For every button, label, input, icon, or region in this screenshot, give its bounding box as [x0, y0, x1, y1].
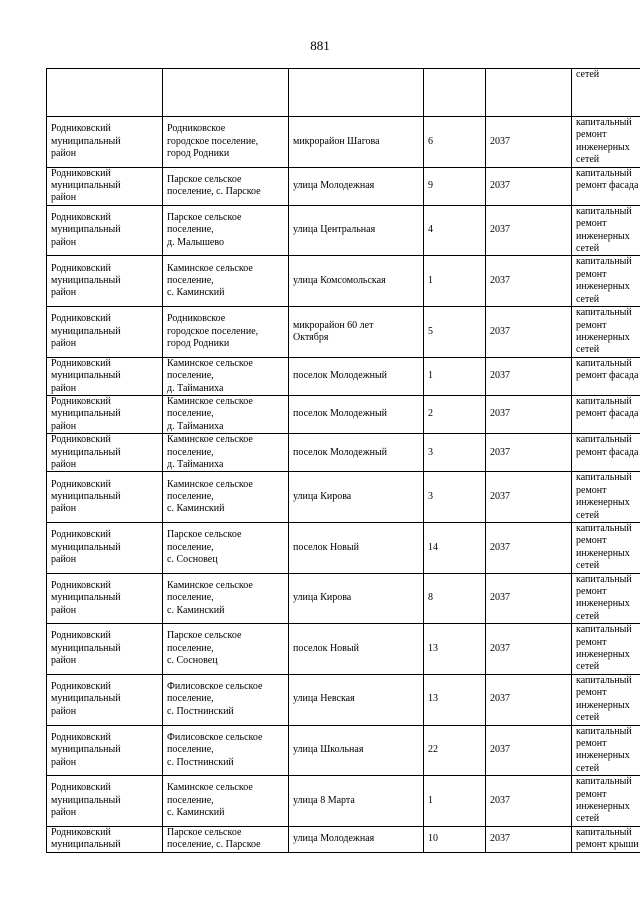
settlement-cell	[163, 69, 289, 117]
district-cell	[47, 117, 163, 168]
table-row	[47, 307, 640, 358]
work-type-cell	[572, 434, 640, 472]
repair-schedule-table	[46, 68, 640, 853]
house-number-cell-text: 22	[428, 744, 438, 756]
house-number-cell-text: 8	[428, 592, 433, 604]
year-cell-text: 2037	[490, 744, 510, 756]
settlement-cell	[163, 472, 289, 523]
district-cell	[47, 395, 163, 433]
year-cell-text: 2037	[490, 446, 510, 458]
house-number-cell	[424, 69, 486, 117]
work-type-cell-text: капитальный ремонт инженерных сетей	[576, 472, 632, 521]
street-cell	[289, 395, 424, 433]
work-type-cell	[572, 205, 640, 256]
table-row	[47, 117, 640, 168]
work-type-cell-text: капитальный ремонт фасада	[576, 395, 639, 420]
house-number-cell	[424, 573, 486, 624]
year-cell	[486, 434, 572, 472]
house-number-cell-text: 1	[428, 275, 433, 287]
year-cell-text: 2037	[490, 642, 510, 654]
settlement-cell-text: Каминское сельское поселение, д. Тайманиха	[167, 395, 253, 432]
district-cell	[47, 307, 163, 358]
settlement-cell-text: Каминское сельское поселение, с. Каминский	[167, 478, 253, 515]
street-cell	[289, 69, 424, 117]
work-type-cell	[572, 725, 640, 776]
work-type-cell	[572, 674, 640, 725]
settlement-cell	[163, 395, 289, 433]
district-cell	[47, 776, 163, 827]
table-row	[47, 205, 640, 256]
year-cell	[486, 826, 572, 852]
street-cell-text: микрорайон Шагова	[293, 135, 380, 147]
settlement-cell-text: Филисовское сельское поселение, с. Постнинский	[167, 731, 263, 768]
settlement-cell-text: Парское сельское поселение, д. Малышево	[167, 212, 242, 248]
street-cell-text: улица Центральная	[293, 224, 376, 236]
work-type-cell-text: капитальный ремонт инженерных сетей	[576, 624, 632, 673]
district-cell	[47, 674, 163, 725]
street-cell	[289, 826, 424, 852]
street-cell	[289, 776, 424, 827]
district-cell-text: Родниковский муниципальный район	[51, 262, 121, 299]
settlement-cell-text: Каминское сельское поселение, с. Каминский	[167, 262, 253, 299]
table-row	[47, 725, 640, 776]
year-cell-text: 2037	[490, 794, 510, 806]
street-cell	[289, 573, 424, 624]
year-cell-text: 2037	[490, 490, 510, 502]
settlement-cell	[163, 117, 289, 168]
year-cell	[486, 725, 572, 776]
district-cell	[47, 725, 163, 776]
work-type-cell	[572, 117, 640, 168]
district-cell-text: Родниковский муниципальный район	[51, 123, 121, 160]
district-cell-text: Родниковский муниципальный район	[51, 782, 121, 819]
street-cell	[289, 205, 424, 256]
settlement-cell-text: Парское сельское поселение, с. Парское	[167, 173, 261, 198]
work-type-cell-text: капитальный ремонт инженерных сетей	[576, 725, 632, 774]
district-cell-text: Родниковский муниципальный район	[51, 681, 121, 717]
house-number-cell	[424, 307, 486, 358]
district-cell-text: Родниковский муниципальный район	[51, 630, 121, 667]
house-number-cell-text: 1	[428, 794, 433, 806]
district-cell-text: Родниковский муниципальный район	[51, 167, 121, 204]
street-cell-text: улица Молодежная	[293, 180, 375, 192]
district-cell-text: Родниковский муниципальный район	[51, 357, 121, 394]
settlement-cell-text: Родниковское городское поселение, город Родники	[167, 313, 259, 350]
house-number-cell-text: 1	[428, 370, 433, 382]
settlement-cell	[163, 256, 289, 307]
district-cell	[47, 624, 163, 675]
street-cell-text: улица Школьная	[293, 744, 364, 756]
settlement-cell	[163, 674, 289, 725]
year-cell	[486, 523, 572, 574]
house-number-cell-text: 3	[428, 446, 433, 458]
table-row	[47, 776, 640, 827]
district-cell	[47, 69, 163, 117]
work-type-cell	[572, 573, 640, 624]
settlement-cell	[163, 434, 289, 472]
year-cell	[486, 307, 572, 358]
street-cell	[289, 256, 424, 307]
settlement-cell	[163, 725, 289, 776]
house-number-cell	[424, 167, 486, 205]
work-type-cell	[572, 167, 640, 205]
table-row	[47, 523, 640, 574]
street-cell-text: поселок Молодежный	[293, 408, 388, 420]
street-cell-text: улица Кирова	[293, 592, 352, 604]
house-number-cell-text: 13	[428, 642, 438, 654]
work-type-cell-text: капитальный ремонт фасада	[576, 167, 639, 192]
district-cell-text: Родниковский муниципальный район	[51, 212, 121, 248]
table-row	[47, 826, 640, 852]
year-cell	[486, 624, 572, 675]
year-cell-text: 2037	[490, 541, 510, 553]
work-type-cell-text: капитальный ремонт инженерных сетей	[576, 256, 632, 305]
year-cell	[486, 573, 572, 624]
district-cell	[47, 256, 163, 307]
work-type-cell-text: капитальный ремонт инженерных сетей	[576, 776, 632, 825]
settlement-cell	[163, 523, 289, 574]
street-cell-text: улица Кирова	[293, 490, 352, 502]
work-type-cell-text: капитальный ремонт инженерных сетей	[576, 117, 632, 166]
street-cell	[289, 725, 424, 776]
work-type-cell	[572, 624, 640, 675]
table-row	[47, 395, 640, 433]
work-type-cell	[572, 307, 640, 358]
house-number-cell-text: 2	[428, 408, 433, 420]
year-cell	[486, 472, 572, 523]
house-number-cell	[424, 776, 486, 827]
street-cell-text: микрорайон 60 лет Октября	[293, 319, 374, 343]
work-type-cell-text: капитальный ремонт крыши	[576, 826, 639, 851]
district-cell-text: Родниковский муниципальный район	[51, 579, 121, 616]
house-number-cell-text: 13	[428, 693, 438, 705]
work-type-cell	[572, 357, 640, 395]
street-cell	[289, 674, 424, 725]
settlement-cell	[163, 826, 289, 852]
work-type-cell	[572, 523, 640, 574]
work-type-cell-text: капитальный ремонт фасада	[576, 357, 639, 382]
district-cell-text: Родниковский муниципальный район	[51, 313, 121, 350]
street-cell-text: улица Комсомольская	[293, 275, 386, 287]
house-number-cell	[424, 117, 486, 168]
house-number-cell-text: 6	[428, 135, 433, 147]
work-type-cell	[572, 395, 640, 433]
street-cell-text: поселок Новый	[293, 541, 359, 553]
district-cell-text: Родниковский муниципальный район	[51, 395, 121, 432]
settlement-cell-text: Парское сельское поселение, с. Сосновец	[167, 630, 242, 667]
table-row	[47, 357, 640, 395]
page-number: 881	[310, 38, 330, 53]
settlement-cell	[163, 573, 289, 624]
year-cell-text: 2037	[490, 135, 510, 147]
district-cell	[47, 205, 163, 256]
district-cell-text: Родниковский муниципальный район	[51, 731, 121, 768]
table-row	[47, 256, 640, 307]
settlement-cell	[163, 307, 289, 358]
house-number-cell	[424, 256, 486, 307]
house-number-cell	[424, 395, 486, 433]
district-cell	[47, 573, 163, 624]
street-cell-text: поселок Молодежный	[293, 446, 388, 458]
district-cell	[47, 167, 163, 205]
year-cell	[486, 357, 572, 395]
street-cell-text: поселок Молодежный	[293, 370, 388, 382]
year-cell	[486, 69, 572, 117]
house-number-cell	[424, 434, 486, 472]
settlement-cell-text: Парское сельское поселение, с. Сосновец	[167, 529, 242, 566]
house-number-cell-text: 4	[428, 224, 433, 236]
year-cell	[486, 167, 572, 205]
house-number-cell	[424, 523, 486, 574]
year-cell-text: 2037	[490, 693, 510, 705]
year-cell-text: 2037	[490, 325, 510, 337]
district-cell-text: Родниковский муниципальный район	[51, 478, 121, 515]
district-cell	[47, 523, 163, 574]
settlement-cell-text: Филисовское сельское поселение, с. Постнинский	[167, 681, 263, 717]
street-cell	[289, 472, 424, 523]
year-cell-text: 2037	[490, 275, 510, 287]
street-cell-text: поселок Новый	[293, 642, 359, 654]
street-cell-text: улица Невская	[293, 693, 355, 705]
settlement-cell	[163, 624, 289, 675]
house-number-cell	[424, 826, 486, 852]
street-cell	[289, 357, 424, 395]
street-cell	[289, 624, 424, 675]
year-cell	[486, 776, 572, 827]
house-number-cell	[424, 725, 486, 776]
house-number-cell	[424, 674, 486, 725]
year-cell	[486, 395, 572, 433]
district-cell-text: Родниковский муниципальный	[51, 826, 121, 851]
house-number-cell	[424, 357, 486, 395]
year-cell-text: 2037	[490, 180, 510, 192]
year-cell-text: 2037	[490, 592, 510, 604]
settlement-cell-text: Каминское сельское поселение, д. Тайманиха	[167, 434, 253, 470]
work-type-cell	[572, 256, 640, 307]
work-type-cell	[572, 472, 640, 523]
work-type-cell-text: капитальный ремонт инженерных сетей	[576, 205, 632, 255]
street-cell	[289, 117, 424, 168]
settlement-cell-text: Каминское сельское поселение, с. Каминский	[167, 782, 253, 819]
table-row	[47, 573, 640, 624]
year-cell	[486, 256, 572, 307]
settlement-cell-text: Каминское сельское поселение, с. Каминский	[167, 579, 253, 616]
table-row	[47, 472, 640, 523]
settlement-cell-text: Каминское сельское поселение, д. Тайманиха	[167, 357, 253, 394]
work-type-cell-text: капитальный ремонт фасада	[576, 434, 639, 458]
street-cell	[289, 167, 424, 205]
settlement-cell-text: Парское сельское поселение, с. Парское	[167, 826, 261, 851]
district-cell-text: Родниковский муниципальный район	[51, 529, 121, 566]
district-cell-text: Родниковский муниципальный район	[51, 434, 121, 470]
work-type-cell	[572, 776, 640, 827]
street-cell-text: улица Молодежная	[293, 833, 375, 845]
work-type-cell-text: сетей	[576, 69, 600, 80]
house-number-cell-text: 9	[428, 180, 433, 192]
house-number-cell-text: 10	[428, 833, 438, 845]
house-number-cell-text: 14	[428, 541, 438, 553]
settlement-cell	[163, 776, 289, 827]
table-row	[47, 167, 640, 205]
work-type-cell-text: капитальный ремонт инженерных сетей	[576, 523, 632, 572]
table-row	[47, 69, 640, 117]
work-type-cell	[572, 69, 640, 117]
street-cell-text: улица 8 Марта	[293, 794, 355, 806]
year-cell-text: 2037	[490, 224, 510, 236]
district-cell	[47, 826, 163, 852]
table-row	[47, 624, 640, 675]
year-cell	[486, 674, 572, 725]
district-cell	[47, 357, 163, 395]
year-cell-text: 2037	[490, 833, 510, 845]
settlement-cell	[163, 205, 289, 256]
work-type-cell-text: капитальный ремонт инженерных сетей	[576, 307, 632, 356]
year-cell	[486, 205, 572, 256]
house-number-cell-text: 3	[428, 490, 433, 502]
work-type-cell-text: капитальный ремонт инженерных сетей	[576, 573, 632, 622]
district-cell	[47, 472, 163, 523]
table-body	[47, 69, 640, 853]
year-cell	[486, 117, 572, 168]
house-number-cell-text: 5	[428, 325, 433, 337]
settlement-cell-text: Родниковское городское поселение, город Родники	[167, 123, 259, 160]
street-cell	[289, 434, 424, 472]
district-cell	[47, 434, 163, 472]
year-cell-text: 2037	[490, 370, 510, 382]
street-cell	[289, 307, 424, 358]
house-number-cell	[424, 472, 486, 523]
settlement-cell	[163, 357, 289, 395]
house-number-cell	[424, 624, 486, 675]
year-cell-text: 2037	[490, 408, 510, 420]
street-cell	[289, 523, 424, 574]
table-row	[47, 434, 640, 472]
settlement-cell	[163, 167, 289, 205]
work-type-cell	[572, 826, 640, 852]
work-type-cell-text: капитальный ремонт инженерных сетей	[576, 674, 632, 724]
house-number-cell	[424, 205, 486, 256]
table-row	[47, 674, 640, 725]
